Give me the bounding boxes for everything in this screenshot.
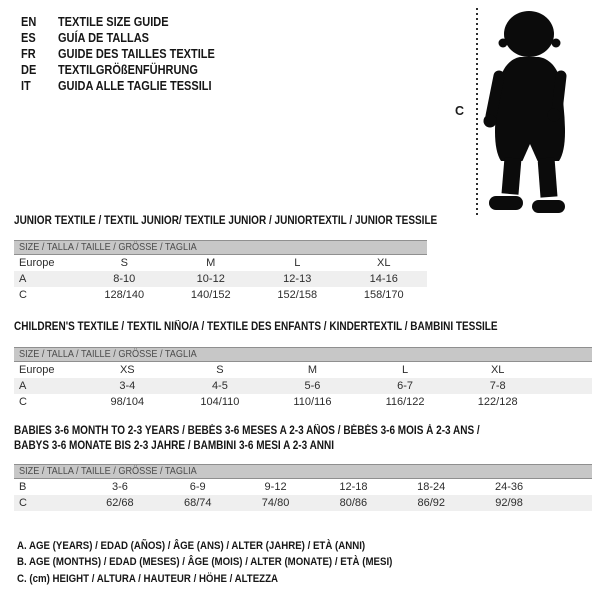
childrens-table-title: CHILDREN'S TEXTILE / TEXTIL NIÑO/A / TEXTILE DES ENFANTS / KINDERTEXTIL / BAMBINI TESSILE [14,321,498,333]
size-header-label: SIZE / TALLA / TAILLE / GRÖSSE / TAGLIA [19,348,197,360]
language-label: GUÍA DE TALLAS [57,31,150,45]
size-cell: L [294,257,301,269]
language-title-list [21,14,241,94]
measurement-legend [17,538,444,587]
height-cell: 62/68 [106,497,134,509]
age-cell: 3-6 [111,481,128,493]
age-cell: 7-8 [489,380,506,392]
language-row-de [21,62,215,78]
babies-size-table [14,479,592,511]
size-cell: XL [377,257,391,269]
table-row-europe [14,255,427,271]
size-header-bar [14,240,427,255]
row-label: C [19,396,27,408]
row-label: C [19,497,27,509]
language-row-fr [21,46,215,62]
babies-textile-section [14,424,592,511]
table-row-height [14,287,427,303]
height-cell: 104/110 [200,396,240,408]
language-label: TEXTILGRÖßENFÜHRUNG [57,63,198,77]
language-label: TEXTILE SIZE GUIDE [57,15,169,29]
height-cell: 140/152 [190,289,231,301]
junior-table-title: JUNIOR TEXTILE / TEXTIL JUNIOR/ TEXTILE JUNIOR / JUNIORTEXTIL / JUNIOR TESSILE [14,215,438,227]
height-cell: 86/92 [417,497,445,509]
table-row-europe [14,362,592,378]
height-measure-label: C [455,104,465,118]
size-header-bar [14,464,592,479]
height-cell: 80/86 [339,497,368,509]
spacer-cell [544,394,592,410]
babies-title-line1: BABIES 3-6 MONTH TO 2-3 YEARS / BEBÉS 3-6 MESES A 2-3 AÑOS / BÉBÉS 3-6 MOIS À 2-3 ANS / [14,425,480,437]
language-code: FR [21,47,36,61]
age-cell: 12-18 [339,481,368,493]
row-label: A [19,380,27,392]
legend-line-b: B. AGE (MONTHS) / EDAD (MESES) / ÂGE (MOIS) / ALTER (MONATE) / ETÀ (MESI) [17,556,393,569]
height-cell: 128/140 [104,289,145,301]
babies-table-title [14,424,592,454]
row-label: B [19,481,27,493]
age-cell: 14-16 [369,273,398,285]
legend-line-c: C. (cm) HEIGHT / ALTURA / HAUTEUR / HÖHE / ALTEZZA [17,572,279,585]
table-row-age-months [14,479,592,495]
age-cell: 6-9 [189,481,206,493]
age-cell: 10-12 [196,273,225,285]
language-code: DE [21,63,37,77]
language-label: GUIDE DES TAILLES TEXTILE [57,47,215,61]
height-cell: 74/80 [261,497,290,509]
spacer-cell [548,495,592,511]
language-row-en [21,14,215,30]
table-row-height [14,495,592,511]
size-cell: XS [119,364,135,376]
age-cell: 5-6 [304,380,321,392]
childrens-textile-section [14,321,592,410]
size-cell: M [206,257,216,269]
language-label: GUIDA ALLE TAGLIE TESSILI [57,79,212,93]
age-cell: 12-13 [283,273,312,285]
legend-line-a: A. AGE (YEARS) / EDAD (AÑOS) / ÂGE (ANS) / ALTER (JAHRE) / ETÀ (ANNI) [17,540,366,552]
language-code: EN [21,15,37,29]
size-cell: L [402,364,409,376]
language-row-it [21,78,215,94]
size-cell: M [307,364,318,376]
size-cell: XL [490,364,505,376]
table-row-height [14,394,592,410]
language-code: IT [21,79,31,93]
junior-size-table [14,255,427,303]
size-header-bar [14,347,592,362]
height-cell: 116/122 [385,396,425,408]
size-cell: S [216,364,224,376]
height-cell: 92/98 [495,497,523,509]
baby-silhouette-icon [482,8,578,214]
height-cell: 68/74 [183,497,212,509]
age-cell: 3-4 [119,380,136,392]
height-measure-dotted-line [476,8,478,216]
height-cell: 122/128 [477,396,518,408]
junior-textile-section [14,215,438,303]
table-row-age [14,378,592,394]
babies-title-line2: BABYS 3-6 MONATE BIS 2-3 JAHRE / BAMBINI 3-6 MESI A 2-3 ANNI [14,440,335,452]
age-cell: 8-10 [113,273,136,285]
size-cell: S [120,257,128,269]
height-cell: 98/104 [110,396,145,408]
spacer-cell [544,362,592,378]
age-cell: 24-36 [495,481,524,493]
age-cell: 4-5 [211,380,228,392]
row-label: Europe [19,257,55,269]
childrens-size-table [14,362,592,410]
height-cell: 152/158 [277,289,318,301]
row-label: Europe [19,364,55,376]
size-header-label: SIZE / TALLA / TAILLE / GRÖSSE / TAGLIA [19,465,197,477]
language-code: ES [21,31,36,45]
height-cell: 158/170 [363,289,404,301]
language-row-es [21,30,215,46]
row-label: A [19,273,27,285]
row-label: C [19,289,27,301]
spacer-cell [544,378,592,394]
height-cell: 110/116 [293,396,332,408]
age-cell: 18-24 [417,481,446,493]
age-cell: 9-12 [264,481,287,493]
size-header-label: SIZE / TALLA / TAILLE / GRÖSSE / TAGLIA [19,241,197,253]
spacer-cell [548,479,592,495]
table-row-age [14,271,427,287]
age-cell: 6-7 [397,380,414,392]
